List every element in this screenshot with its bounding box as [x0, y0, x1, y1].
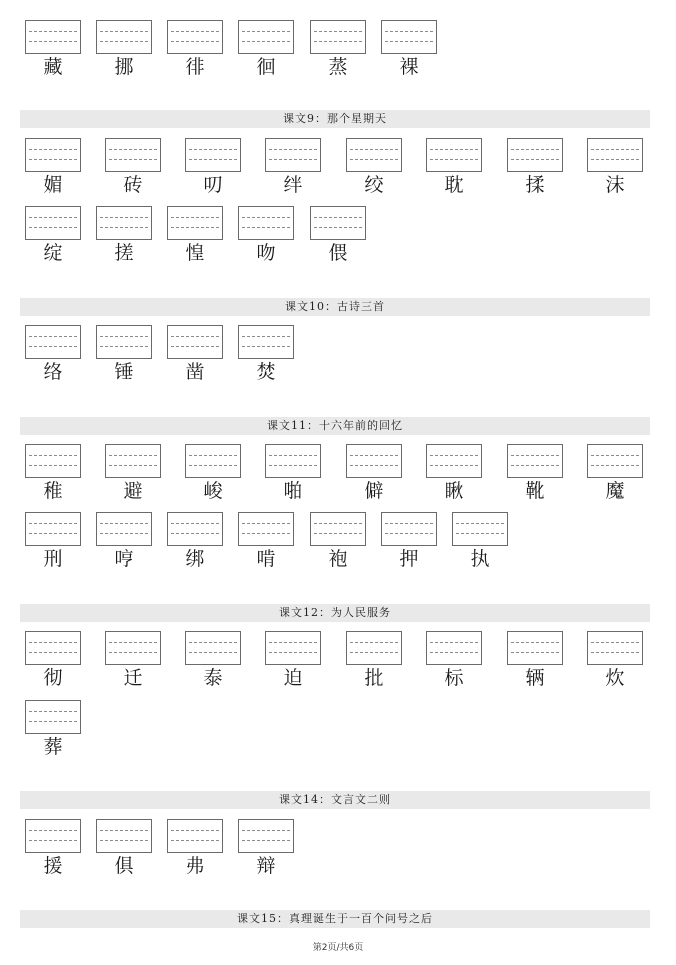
guide-line [29, 642, 77, 643]
pinyin-writing-box[interactable] [25, 512, 81, 546]
guide-line [385, 41, 433, 42]
pinyin-writing-box[interactable] [381, 512, 437, 546]
pinyin-writing-box[interactable] [346, 631, 402, 665]
guide-line [242, 840, 290, 841]
guide-line [29, 346, 77, 347]
guide-line [269, 642, 317, 643]
guide-line [171, 840, 219, 841]
chinese-character: 哼 [114, 548, 134, 570]
chinese-character: 绊 [283, 174, 303, 196]
chinese-character: 砖 [123, 174, 143, 196]
character-row [0, 512, 676, 572]
chinese-character: 凿 [185, 361, 205, 383]
guide-line [242, 336, 290, 337]
chinese-character: 徊 [256, 56, 276, 78]
pinyin-writing-box[interactable] [452, 512, 508, 546]
chinese-character: 魔 [605, 480, 625, 502]
guide-line [29, 31, 77, 32]
chinese-character: 押 [399, 548, 419, 570]
chinese-character: 裸 [399, 56, 419, 78]
pinyin-writing-box[interactable] [507, 138, 563, 172]
guide-line [100, 217, 148, 218]
guide-line [100, 336, 148, 337]
guide-line [511, 455, 559, 456]
pinyin-writing-box[interactable] [507, 631, 563, 665]
chinese-character: 袍 [328, 548, 348, 570]
guide-line [29, 465, 77, 466]
guide-line [591, 642, 639, 643]
pinyin-writing-box[interactable] [105, 444, 161, 478]
chinese-character: 徘 [185, 56, 205, 78]
guide-line [171, 31, 219, 32]
pinyin-writing-box[interactable] [238, 20, 294, 54]
pinyin-writing-box[interactable] [25, 444, 81, 478]
guide-line [189, 455, 237, 456]
guide-line [269, 652, 317, 653]
guide-line [430, 149, 478, 150]
pinyin-writing-box[interactable] [25, 819, 81, 853]
guide-line [430, 455, 478, 456]
chinese-character: 援 [43, 855, 63, 877]
pinyin-writing-box[interactable] [167, 20, 223, 54]
guide-line [430, 642, 478, 643]
character-row [0, 631, 676, 691]
chinese-character: 迁 [123, 667, 143, 689]
chinese-character: 执 [470, 548, 490, 570]
pinyin-writing-box[interactable] [167, 325, 223, 359]
guide-line [430, 652, 478, 653]
pinyin-writing-box[interactable] [96, 325, 152, 359]
lesson-title-band: 课文14：文言文二则 [20, 791, 650, 809]
guide-line [29, 523, 77, 524]
guide-line [314, 31, 362, 32]
guide-line [591, 159, 639, 160]
guide-line [29, 227, 77, 228]
pinyin-writing-box[interactable] [346, 444, 402, 478]
chinese-character: 搓 [114, 242, 134, 264]
pinyin-writing-box[interactable] [381, 20, 437, 54]
chinese-character: 络 [43, 361, 63, 383]
chinese-character: 吻 [256, 242, 276, 264]
chinese-character: 僻 [364, 480, 384, 502]
chinese-character: 刑 [43, 548, 63, 570]
guide-line [269, 465, 317, 466]
pinyin-writing-box[interactable] [265, 631, 321, 665]
guide-line [350, 652, 398, 653]
guide-line [242, 41, 290, 42]
chinese-character: 彻 [43, 667, 63, 689]
guide-line [456, 523, 504, 524]
lesson-title-band: 课文11：十六年前的回忆 [20, 417, 650, 435]
guide-line [269, 159, 317, 160]
guide-line [109, 642, 157, 643]
character-row [0, 700, 676, 760]
guide-line [171, 533, 219, 534]
guide-line [511, 652, 559, 653]
pinyin-writing-box[interactable] [96, 206, 152, 240]
guide-line [171, 523, 219, 524]
guide-line [29, 840, 77, 841]
guide-line [100, 41, 148, 42]
pinyin-writing-box[interactable] [265, 444, 321, 478]
guide-line [269, 455, 317, 456]
guide-line [189, 642, 237, 643]
pinyin-writing-box[interactable] [167, 512, 223, 546]
guide-line [314, 41, 362, 42]
chinese-character: 叨 [203, 174, 223, 196]
lesson-title-band: 课文9：那个星期天 [20, 110, 650, 128]
chinese-character: 锤 [114, 361, 134, 383]
guide-line [269, 149, 317, 150]
chinese-character: 惶 [185, 242, 205, 264]
pinyin-writing-box[interactable] [185, 138, 241, 172]
guide-line [100, 31, 148, 32]
guide-line [350, 149, 398, 150]
pinyin-writing-box[interactable] [96, 20, 152, 54]
guide-line [29, 830, 77, 831]
pinyin-writing-box[interactable] [426, 631, 482, 665]
guide-line [591, 465, 639, 466]
guide-line [171, 830, 219, 831]
pinyin-writing-box[interactable] [265, 138, 321, 172]
chinese-character: 绽 [43, 242, 63, 264]
guide-line [456, 533, 504, 534]
chinese-character: 耽 [444, 174, 464, 196]
guide-line [189, 149, 237, 150]
pinyin-writing-box[interactable] [167, 819, 223, 853]
chinese-character: 标 [444, 667, 464, 689]
pinyin-writing-box[interactable] [310, 206, 366, 240]
guide-line [29, 533, 77, 534]
pinyin-writing-box[interactable] [310, 20, 366, 54]
character-row [0, 138, 676, 198]
character-row [0, 20, 676, 80]
chinese-character: 炊 [605, 667, 625, 689]
pinyin-writing-box[interactable] [238, 819, 294, 853]
guide-line [29, 217, 77, 218]
chinese-character: 靴 [525, 480, 545, 502]
pinyin-writing-box[interactable] [587, 444, 643, 478]
pinyin-writing-box[interactable] [238, 512, 294, 546]
guide-line [171, 227, 219, 228]
pinyin-writing-box[interactable] [238, 206, 294, 240]
guide-line [242, 830, 290, 831]
guide-line [189, 652, 237, 653]
pinyin-writing-box[interactable] [105, 631, 161, 665]
guide-line [591, 652, 639, 653]
guide-line [100, 227, 148, 228]
guide-line [350, 642, 398, 643]
guide-line [171, 346, 219, 347]
guide-line [189, 465, 237, 466]
guide-line [29, 711, 77, 712]
pinyin-writing-box[interactable] [25, 631, 81, 665]
chinese-character: 偎 [328, 242, 348, 264]
guide-line [100, 533, 148, 534]
guide-line [314, 523, 362, 524]
guide-line [29, 41, 77, 42]
pinyin-writing-box[interactable] [25, 138, 81, 172]
pinyin-writing-box[interactable] [507, 444, 563, 478]
pinyin-writing-box[interactable] [25, 325, 81, 359]
guide-line [242, 217, 290, 218]
pinyin-writing-box[interactable] [346, 138, 402, 172]
pinyin-writing-box[interactable] [587, 138, 643, 172]
chinese-character: 辩 [256, 855, 276, 877]
chinese-character: 揉 [525, 174, 545, 196]
pinyin-writing-box[interactable] [238, 325, 294, 359]
guide-line [314, 227, 362, 228]
guide-line [29, 149, 77, 150]
pinyin-writing-box[interactable] [96, 512, 152, 546]
chinese-character: 稚 [43, 480, 63, 502]
pinyin-writing-box[interactable] [167, 206, 223, 240]
guide-line [189, 159, 237, 160]
character-row [0, 206, 676, 266]
guide-line [350, 465, 398, 466]
chinese-character: 葬 [43, 736, 63, 758]
guide-line [109, 652, 157, 653]
guide-line [29, 159, 77, 160]
guide-line [100, 523, 148, 524]
guide-line [314, 533, 362, 534]
chinese-character: 避 [123, 480, 143, 502]
page-footer: 第2页/共6页 [312, 943, 364, 953]
chinese-character: 沫 [605, 174, 625, 196]
chinese-character: 藏 [43, 56, 63, 78]
chinese-character: 绞 [364, 174, 384, 196]
chinese-character: 辆 [525, 667, 545, 689]
guide-line [109, 465, 157, 466]
guide-line [242, 346, 290, 347]
guide-line [511, 465, 559, 466]
guide-line [109, 159, 157, 160]
character-row [0, 325, 676, 385]
guide-line [430, 159, 478, 160]
guide-line [350, 455, 398, 456]
chinese-character: 焚 [256, 361, 276, 383]
pinyin-writing-box[interactable] [185, 631, 241, 665]
chinese-character: 挪 [114, 56, 134, 78]
guide-line [242, 533, 290, 534]
pinyin-writing-box[interactable] [587, 631, 643, 665]
chinese-character: 啃 [256, 548, 276, 570]
guide-line [171, 217, 219, 218]
guide-line [591, 455, 639, 456]
guide-line [100, 346, 148, 347]
pinyin-writing-box[interactable] [96, 819, 152, 853]
guide-line [29, 455, 77, 456]
guide-line [100, 830, 148, 831]
guide-line [109, 149, 157, 150]
chinese-character: 泰 [203, 667, 223, 689]
guide-line [171, 336, 219, 337]
chinese-character: 绑 [185, 548, 205, 570]
guide-line [385, 523, 433, 524]
chinese-character: 弗 [185, 855, 205, 877]
guide-line [385, 31, 433, 32]
guide-line [29, 336, 77, 337]
pinyin-writing-box[interactable] [426, 444, 482, 478]
guide-line [100, 840, 148, 841]
chinese-character: 蒸 [328, 56, 348, 78]
guide-line [385, 533, 433, 534]
chinese-character: 峻 [203, 480, 223, 502]
guide-line [350, 159, 398, 160]
guide-line [314, 217, 362, 218]
guide-line [242, 523, 290, 524]
guide-line [511, 159, 559, 160]
pinyin-writing-box[interactable] [25, 206, 81, 240]
guide-line [29, 652, 77, 653]
chinese-character: 媚 [43, 174, 63, 196]
guide-line [511, 642, 559, 643]
chinese-character: 批 [364, 667, 384, 689]
pinyin-writing-box[interactable] [25, 20, 81, 54]
chinese-character: 啪 [283, 480, 303, 502]
guide-line [29, 721, 77, 722]
pinyin-writing-box[interactable] [105, 138, 161, 172]
pinyin-writing-box[interactable] [185, 444, 241, 478]
pinyin-writing-box[interactable] [25, 700, 81, 734]
chinese-character: 迫 [283, 667, 303, 689]
character-row [0, 819, 676, 879]
guide-line [430, 465, 478, 466]
chinese-character: 瞅 [444, 480, 464, 502]
guide-line [511, 149, 559, 150]
chinese-character: 俱 [114, 855, 134, 877]
character-row [0, 444, 676, 504]
pinyin-writing-box[interactable] [426, 138, 482, 172]
guide-line [242, 227, 290, 228]
pinyin-writing-box[interactable] [310, 512, 366, 546]
lesson-title-band: 课文12：为人民服务 [20, 604, 650, 622]
guide-line [109, 455, 157, 456]
guide-line [242, 31, 290, 32]
lesson-title-band: 课文10：古诗三首 [20, 298, 650, 316]
lesson-title-band: 课文15：真理诞生于一百个问号之后 [20, 910, 650, 928]
guide-line [591, 149, 639, 150]
guide-line [171, 41, 219, 42]
